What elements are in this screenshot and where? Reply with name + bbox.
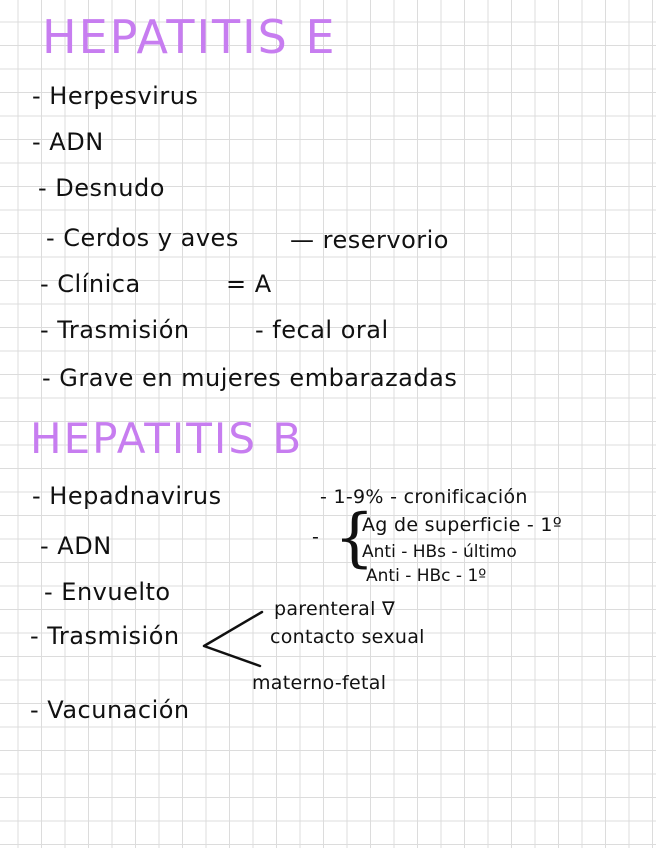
clinica-equals: = A	[226, 270, 272, 298]
curly-brace: {	[334, 501, 375, 575]
hepatitis-e-title: HEPATITIS E	[42, 10, 337, 64]
list-item: - Desnudo	[38, 174, 165, 202]
list-item: - Grave en mujeres embarazadas	[42, 364, 458, 392]
list-item: - ADN	[40, 532, 112, 560]
cronificacion-note: - 1-9% - cronificación	[320, 486, 528, 508]
list-item: - Vacunación	[30, 696, 190, 724]
list-item: - Hepadnavirus	[32, 482, 222, 510]
marker-item: Anti - HBc - 1º	[366, 566, 487, 586]
list-item: - Trasmisión	[40, 316, 190, 344]
hepatitis-b-title: HEPATITIS B	[30, 414, 304, 463]
trasmision-note: - fecal oral	[255, 316, 389, 344]
list-item: - Herpesvirus	[32, 82, 199, 110]
list-item: - Cerdos y aves	[46, 224, 239, 252]
branch-arrow-icon	[196, 606, 266, 672]
reservoir-note: — reservorio	[290, 226, 449, 254]
marker-item: Anti - HBs - último	[362, 542, 517, 562]
list-item: - ADN	[32, 128, 104, 156]
route-item: materno-fetal	[252, 672, 387, 694]
marker-item: Ag de superficie - 1º	[362, 514, 563, 536]
list-item: - Envuelto	[44, 578, 171, 606]
list-item: - Clínica	[40, 270, 141, 298]
list-item: - Trasmisión	[30, 622, 180, 650]
markers-dash: -	[312, 526, 320, 548]
route-item: parenteral ∇	[274, 598, 396, 620]
route-item: contacto sexual	[270, 626, 425, 648]
